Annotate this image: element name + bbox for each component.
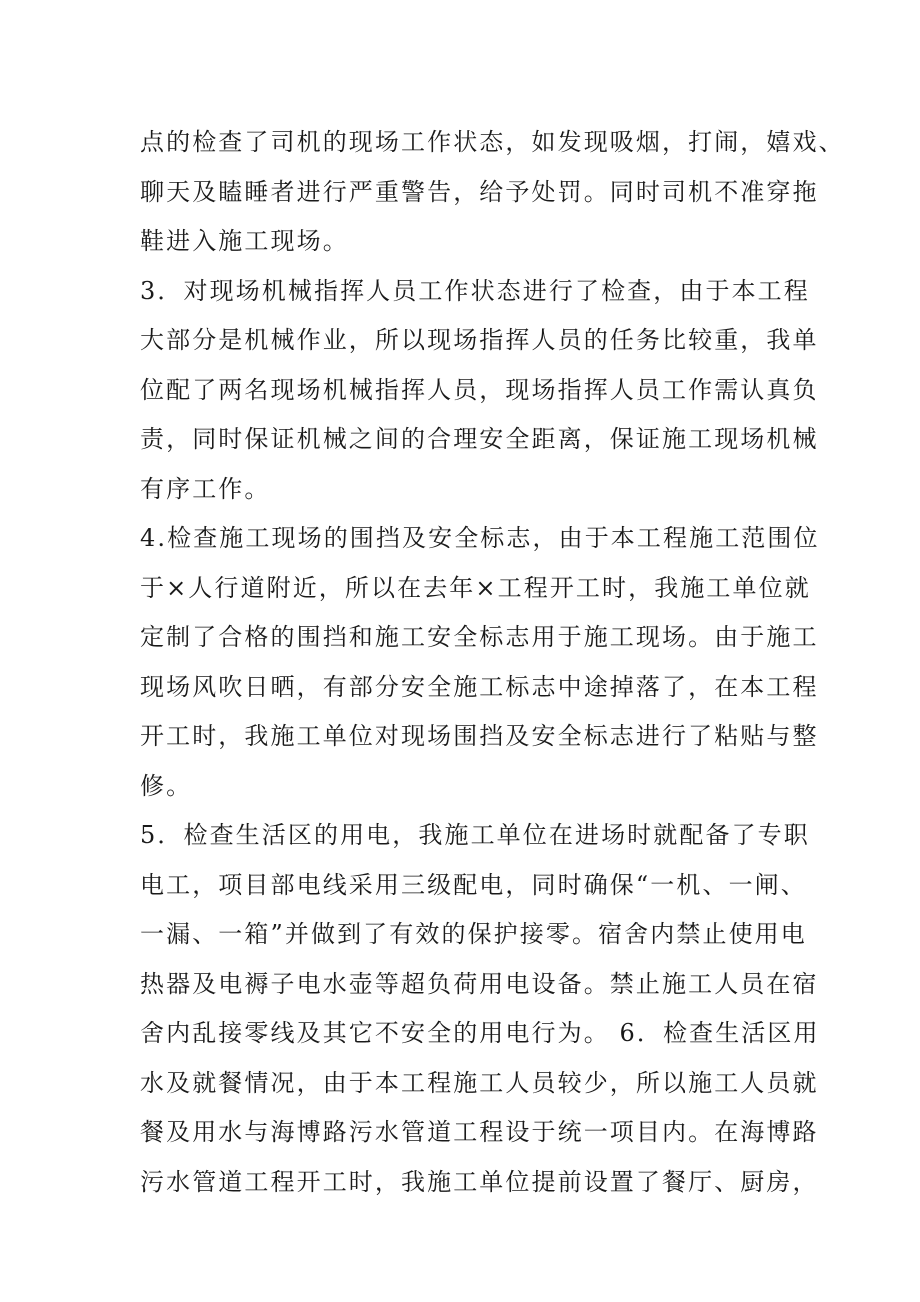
text-line: 热器及电褥子电水壶等超负荷用电设备。禁止施工人员在宿 <box>140 969 819 998</box>
text-line: 定制了合格的围挡和施工安全标志用于施工现场。由于施工 <box>140 623 819 651</box>
text-line: 开工时，我施工单位对现场围挡及安全标志进行了粘贴与整 <box>140 722 819 750</box>
text-line: 舍内乱接零线及其它不安全的用电行为。 6．检查生活区用 <box>140 1019 820 1047</box>
text-line: 于×人行道附近，所以在去年×工程开工时，我施工单位就 <box>140 573 811 602</box>
text-line: 有序工作。 <box>140 474 271 503</box>
text-line: 大部分是机械作业，所以现场指挥人员的任务比较重，我单 <box>140 326 819 354</box>
text-line: 餐及用水与海博路污水管道工程设于统一项目内。在海博路 <box>140 1118 819 1146</box>
text-line: 3．对现场机械指挥人员工作状态进行了检查，由于本工程 <box>140 276 810 305</box>
text-line: 聊天及瞌睡者进行严重警告，给予处罚。同时司机不准穿拖 <box>140 177 819 206</box>
text-line: 鞋进入施工现场。 <box>140 227 349 255</box>
text-line: 点的检查了司机的现场工作状态，如发现吸烟，打闹，嬉戏、 <box>140 128 845 156</box>
body-text <box>140 118 845 1207</box>
text-line: 现场风吹日晒，有部分安全施工标志中途掉落了，在本工程 <box>140 672 819 701</box>
text-line: 责，同时保证机械之间的合理安全距离，保证施工现场机械 <box>140 425 819 453</box>
text-line: 4.检查施工现场的围挡及安全标志，由于本工程施工范围位 <box>140 524 820 552</box>
text-line: 电工，项目部电线采用三级配电，同时确保“一机、一闸、 <box>140 870 807 899</box>
text-line: 污水管道工程开工时，我施工单位提前设置了餐厅、厨房， <box>140 1167 819 1196</box>
text-line: 水及就餐情况，由于本工程施工人员较少，所以施工人员就 <box>140 1068 819 1097</box>
text-line: 5．检查生活区的用电，我施工单位在进场时就配备了专职 <box>140 821 810 849</box>
text-line: 修。 <box>140 771 193 800</box>
text-line: 一漏、一箱”并做到了有效的保护接零。宿舍内禁止使用电 <box>140 920 807 948</box>
text-line: 位配了两名现场机械指挥人员，现场指挥人员工作需认真负 <box>140 375 819 404</box>
